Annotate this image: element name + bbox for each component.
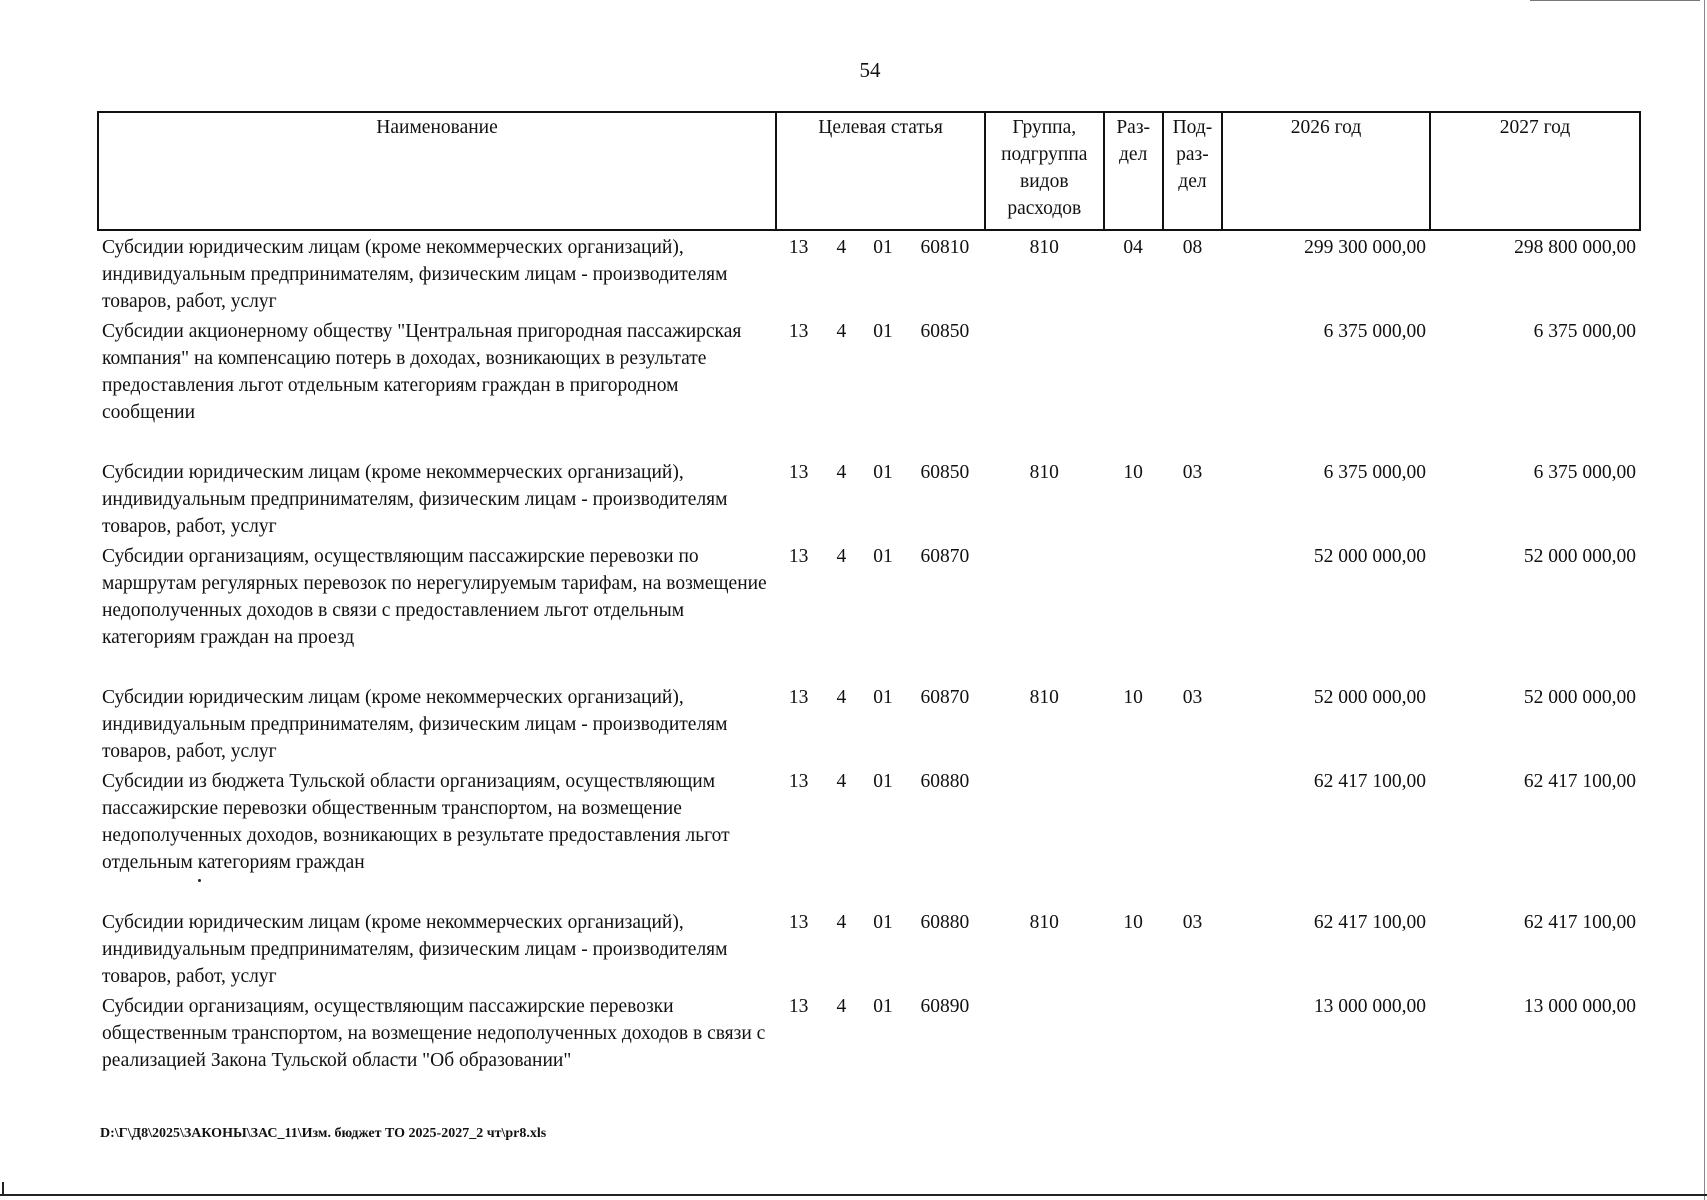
group-code xyxy=(985,990,1104,1104)
amount-2027: 52 000 000,00 xyxy=(1523,687,1636,708)
amount-2026: 52 000 000,00 xyxy=(1313,687,1427,708)
group-code xyxy=(985,540,1104,681)
group-code: 810 xyxy=(1029,687,1059,708)
group-code: 810 xyxy=(1029,912,1059,933)
target-code-3: 01 xyxy=(873,687,893,708)
amount-2027: 6 375 000,00 xyxy=(1533,462,1636,483)
table-row xyxy=(98,906,1640,990)
target-code-3: 01 xyxy=(873,996,893,1017)
scan-edge-right xyxy=(1704,0,1705,1200)
target-code-1: 13 xyxy=(788,687,809,708)
footer-file-path: D:\Г\Д8\2025\ЗАКОНЫ\ЗАС_11\Изм. бюджет ТО 2025-2027_2 чт\pr8.xls xyxy=(100,1126,547,1141)
row-name: Субсидии юридическим лицам (кроме некоммерческих организаций), индивидуальным предпринимателям, физическим лицам - производителям товаров, работ, услуг xyxy=(102,237,728,312)
target-code-3: 01 xyxy=(873,321,893,342)
table-row xyxy=(98,990,1640,1104)
target-code-3: 01 xyxy=(873,546,893,567)
amount-2027: 62 417 100,00 xyxy=(1523,771,1636,792)
header-name: Наименование xyxy=(98,112,776,230)
target-code-2: 4 xyxy=(836,771,847,792)
table-row xyxy=(98,540,1640,681)
amount-2026: 6 375 000,00 xyxy=(1323,462,1427,483)
target-code-3: 01 xyxy=(873,237,893,258)
target-code-4: 60880 xyxy=(920,771,970,792)
row-name: Субсидии организациям, осуществляющим пассажирские перевозки по маршрутам регулярных перевозок по нерегулируемым тарифам, на возмещение недополученных доходов в связи с предоставлением льгот отдельным категориям граждан на проезд xyxy=(102,546,767,648)
subsection-code xyxy=(1163,990,1222,1104)
target-code-1: 13 xyxy=(788,321,809,342)
target-code-4: 60880 xyxy=(920,912,970,933)
header-year-2026: 2026 год xyxy=(1222,112,1430,230)
header-group: Группа, подгруппа видов расходов xyxy=(985,112,1104,230)
section-code xyxy=(1104,990,1163,1104)
target-code-4: 60870 xyxy=(920,687,970,708)
table-row xyxy=(98,230,1640,315)
amount-2026: 52 000 000,00 xyxy=(1313,546,1427,567)
header-section: Раз-дел xyxy=(1104,112,1163,230)
section-code: 04 xyxy=(1123,237,1143,258)
header-target: Целевая статья xyxy=(776,112,985,230)
subsection-code: 03 xyxy=(1182,912,1203,933)
target-code-1: 13 xyxy=(788,996,809,1017)
target-code-4: 60890 xyxy=(920,996,970,1017)
subsection-code xyxy=(1163,765,1222,906)
row-name: Субсидии организациям, осуществляющим пассажирские перевозки общественным транспортом, на возмещение недополученных доходов в связи с реализацией Закона Тульской области "Об образовании" xyxy=(102,996,766,1071)
target-code-3: 01 xyxy=(873,771,893,792)
section-code xyxy=(1104,765,1163,906)
target-code-3: 01 xyxy=(873,912,893,933)
subsection-code: 03 xyxy=(1182,687,1203,708)
row-name: Субсидии акционерному обществу "Центральная пригородная пассажирская компания" на компенсацию потерь в доходах, возникающих в результате предоставления льгот отдельным категориям граждан в пригородном сообщении xyxy=(102,321,742,423)
header-subsection: Под-раз-дел xyxy=(1163,112,1222,230)
target-code-2: 4 xyxy=(836,687,847,708)
target-code-2: 4 xyxy=(836,321,847,342)
target-code-4: 60810 xyxy=(920,237,970,258)
target-code-1: 13 xyxy=(788,912,809,933)
amount-2026: 62 417 100,00 xyxy=(1313,912,1427,933)
scan-speck xyxy=(198,879,201,882)
amount-2027: 52 000 000,00 xyxy=(1523,546,1636,567)
subsection-code xyxy=(1163,315,1222,456)
target-code-2: 4 xyxy=(836,546,847,567)
target-code-3: 01 xyxy=(873,462,893,483)
row-name: Субсидии юридическим лицам (кроме некоммерческих организаций), индивидуальным предпринимателям, физическим лицам - производителям товаров, работ, услуг xyxy=(102,462,728,537)
target-code-1: 13 xyxy=(788,237,809,258)
group-code xyxy=(985,765,1104,906)
scan-edge-bottom xyxy=(0,1194,1707,1196)
amount-2027: 13 000 000,00 xyxy=(1523,996,1636,1017)
budget-table xyxy=(97,111,1641,1104)
section-code: 10 xyxy=(1123,462,1143,483)
table-row xyxy=(98,456,1640,540)
section-code: 10 xyxy=(1123,687,1143,708)
table-row xyxy=(98,765,1640,906)
target-code-2: 4 xyxy=(836,237,847,258)
subsection-code xyxy=(1163,540,1222,681)
section-code: 10 xyxy=(1123,912,1143,933)
scan-edge-left xyxy=(2,1182,4,1196)
row-name: Субсидии юридическим лицам (кроме некоммерческих организаций), индивидуальным предпринимателям, физическим лицам - производителям товаров, работ, услуг xyxy=(102,912,728,987)
page-number: 54 xyxy=(859,58,881,82)
amount-2026: 6 375 000,00 xyxy=(1323,321,1427,342)
target-code-1: 13 xyxy=(788,771,809,792)
amount-2027: 62 417 100,00 xyxy=(1523,912,1636,933)
row-name: Субсидии из бюджета Тульской области организациям, осуществляющим пассажирские перевозки общественным транспортом, на возмещение недополученных доходов, возникающих в результате предоставления льгот отдельным категориям граждан xyxy=(102,771,730,873)
header-year-2027: 2027 год xyxy=(1430,112,1640,230)
subsection-code: 08 xyxy=(1182,237,1203,258)
amount-2026: 299 300 000,00 xyxy=(1304,237,1427,258)
target-code-2: 4 xyxy=(836,996,847,1017)
target-code-1: 13 xyxy=(788,462,809,483)
table-row xyxy=(98,681,1640,765)
section-code xyxy=(1104,315,1163,456)
amount-2026: 13 000 000,00 xyxy=(1313,996,1427,1017)
group-code: 810 xyxy=(1029,237,1059,258)
table-row xyxy=(98,315,1640,456)
target-code-4: 60850 xyxy=(920,321,970,342)
amount-2027: 298 800 000,00 xyxy=(1514,237,1636,258)
target-code-1: 13 xyxy=(788,546,809,567)
target-code-4: 60870 xyxy=(920,546,970,567)
amount-2026: 62 417 100,00 xyxy=(1313,771,1427,792)
scan-edge-top xyxy=(1530,0,1700,1)
table-header-row xyxy=(98,112,1640,230)
amount-2027: 6 375 000,00 xyxy=(1533,321,1636,342)
subsection-code: 03 xyxy=(1182,462,1203,483)
target-code-4: 60850 xyxy=(920,462,970,483)
row-name: Субсидии юридическим лицам (кроме некоммерческих организаций), индивидуальным предпринимателям, физическим лицам - производителям товаров, работ, услуг xyxy=(102,687,728,762)
group-code: 810 xyxy=(1029,462,1059,483)
target-code-2: 4 xyxy=(836,462,847,483)
section-code xyxy=(1104,540,1163,681)
target-code-2: 4 xyxy=(836,912,847,933)
group-code xyxy=(985,315,1104,456)
